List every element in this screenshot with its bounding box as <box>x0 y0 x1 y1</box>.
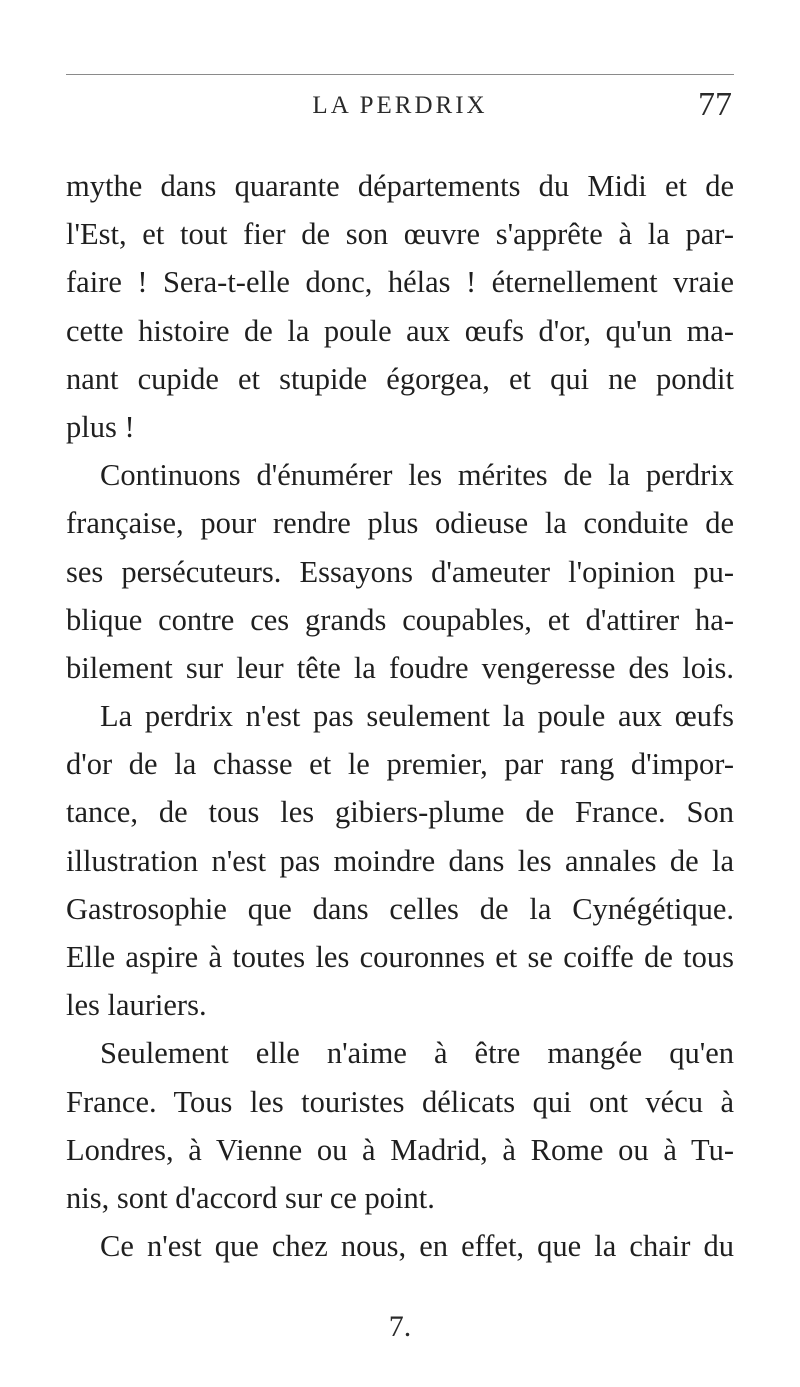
text-line: d'or de la chasse et le premier, par rang d'impor- <box>66 747 734 782</box>
text-line: cette histoire de la poule aux œufs d'or, qu'un ma- <box>66 313 734 348</box>
text-line: faire ! Sera-t-elle donc, hélas ! éternellement vraie <box>66 265 734 300</box>
text-line: l'Est, et tout fier de son œuvre s'apprête à la par- <box>66 217 734 252</box>
text-line: Seulement elle n'aime à être mangée qu'en <box>100 1036 734 1071</box>
text-line: Ce n'est que chez nous, en effet, que la chair du <box>100 1229 734 1264</box>
text-line: bilement sur leur tête la foudre vengeresse des lois. <box>66 650 734 685</box>
text-line: illustration n'est pas moindre dans les annales de la <box>66 843 734 878</box>
text-line: mythe dans quarante départements du Midi et de <box>66 169 734 203</box>
text-line: Gastrosophie que dans celles de la Cynégétique. <box>66 891 734 926</box>
text-line: Elle aspire à toutes les couronnes et se coiffe de tous <box>66 940 734 974</box>
text-line: tance, de tous les gibiers-plume de France. Son <box>66 795 734 830</box>
text-line: nant cupide et stupide égorgea, et qui ne pondit <box>66 361 734 396</box>
text-line: nis, sont d'accord sur ce point. <box>66 1180 435 1215</box>
header-rule <box>66 74 734 75</box>
text-line: plus ! <box>66 409 135 444</box>
text-line: les lauriers. <box>66 988 207 1023</box>
text-line: blique contre ces grands coupables, et d'attirer ha- <box>66 602 734 637</box>
text-line: française, pour rendre plus odieuse la conduite de <box>66 506 734 541</box>
body-text <box>66 162 734 1270</box>
signature-mark: 7. <box>388 1310 412 1343</box>
text-line: France. Tous les touristes délicats qui ont vécu à <box>66 1084 734 1119</box>
text-line: ses persécuteurs. Essayons d'ameuter l'opinion pu- <box>66 554 734 589</box>
text-line: Continuons d'énumérer les mérites de la perdrix <box>100 458 734 493</box>
text-line: La perdrix n'est pas seulement la poule aux œufs <box>100 699 734 734</box>
text-line: Londres, à Vienne ou à Madrid, à Rome ou à Tu- <box>66 1132 734 1167</box>
page-number: 77 <box>698 86 732 123</box>
running-title: LA PERDRIX <box>312 92 488 119</box>
